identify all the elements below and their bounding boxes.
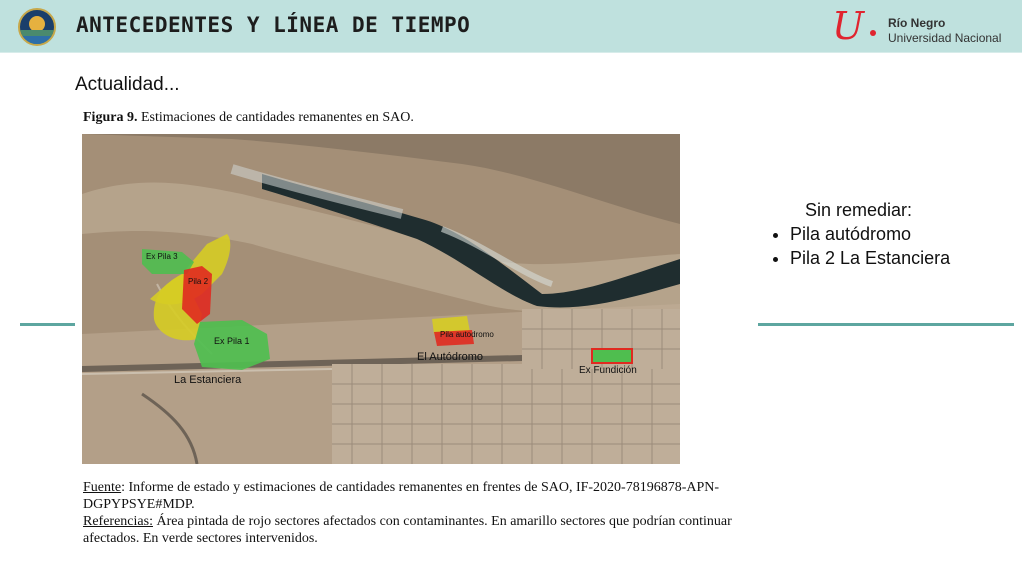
satellite-map-image <box>82 134 680 464</box>
figure-number: Figura 9. <box>83 110 138 125</box>
side-note-title: Sin remediar: <box>805 200 913 220</box>
list-item: • Pila 2 La Estanciera <box>790 246 950 270</box>
brand-dot-icon <box>870 30 876 36</box>
page-title: ANTECEDENTES Y LÍNEA DE TIEMPO <box>76 13 471 37</box>
figure-caption-text: Estimaciones de cantidades remanentes en SAO. <box>140 110 414 125</box>
referencias-label: Referencias: <box>83 514 153 529</box>
figure-caption <box>83 110 414 126</box>
brand-subtitle: Universidad Nacional <box>888 31 1002 45</box>
map-label-pila-autodromo: Pila autodromo <box>440 330 494 339</box>
map-label-autodromo: El Autódromo <box>417 351 484 363</box>
fuente-label: Fuente <box>83 480 122 495</box>
map-label-pila2: Pila 2 <box>188 277 209 286</box>
municipality-logo <box>18 8 56 46</box>
fuente-text: : Informe de estado y estimaciones de cantidades remanentes en frentes de SAO, IF-2020-78196878-APN-DGPYPSYE#MDP. <box>83 480 720 512</box>
map-label-pila3: Ex Pila 3 <box>146 252 178 261</box>
brand-mark: U <box>832 4 865 48</box>
map-label-estanciera: La Estanciera <box>174 374 242 386</box>
section-title: Actualidad... <box>75 74 180 95</box>
source-referencias <box>83 513 743 547</box>
divider-right <box>758 323 1014 326</box>
divider-left <box>20 323 75 326</box>
map-label-pila1: Ex Pila 1 <box>214 336 250 346</box>
map-label-fundicion: Ex Fundición <box>579 365 637 376</box>
list-item: • Pila autódromo <box>790 222 950 246</box>
referencias-text: Área pintada de rojo sectores afectados con contaminantes. En amarillo sectores que podrían continuar afectados. En verde sectores intervenidos. <box>83 514 732 546</box>
side-note-list <box>770 222 950 270</box>
figure-source <box>83 479 743 547</box>
university-logo <box>832 4 1017 48</box>
source-fuente <box>83 479 743 513</box>
satellite-map-graphic <box>82 134 680 464</box>
brand-name: Río Negro <box>888 16 946 30</box>
side-note <box>770 198 950 270</box>
header-bar <box>0 0 1022 53</box>
